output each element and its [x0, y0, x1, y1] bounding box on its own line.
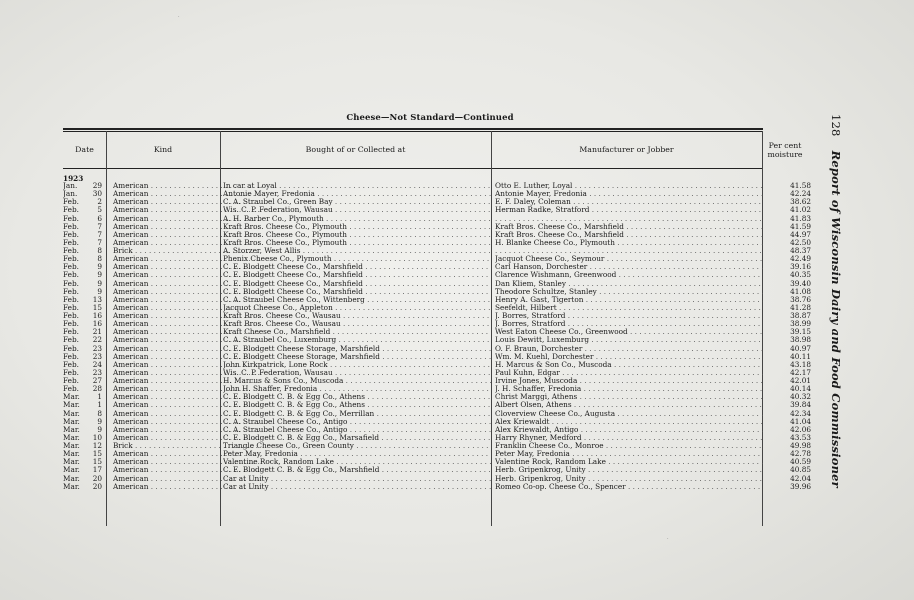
table-row	[63, 247, 811, 255]
table-row	[63, 433, 811, 442]
kind-cell: American . . .	[113, 280, 261, 288]
date-month-cell: Feb.	[63, 214, 79, 223]
table-row	[63, 263, 811, 272]
kind-cell: American . . .	[113, 190, 261, 198]
bought-cell: Kraft Bros. Cheese Co., Wausau . . .	[223, 312, 491, 320]
moisture-cell: 40.11	[790, 352, 811, 361]
date-month-cell: Feb.	[63, 295, 79, 304]
kind-cell: American . . .	[113, 361, 261, 369]
table-row	[63, 287, 811, 296]
manufacturer-cell: H. Marcus & Son Co., Muscoda . . .	[495, 361, 763, 369]
table-row	[63, 279, 811, 288]
bought-cell: Valentine Rock, Random Lake . . .	[223, 458, 491, 466]
bought-cell: C. E. Blodgett C. B. & Egg Co., Marshfield . . .	[223, 466, 491, 474]
bought-cell: C. A. Straubel Cheese Co., Wittenberg . . .	[223, 296, 491, 304]
header-manufacturer: Manufacturer or Jobber	[579, 145, 674, 154]
bought-cell: Peter May, Fredonia . . .	[223, 450, 491, 458]
date-month-cell: Mar.	[63, 466, 80, 475]
bought-cell: Kraft Cheese Co., Marshfield . . .	[223, 328, 491, 336]
date-month-cell: Feb.	[63, 279, 79, 288]
date-day-cell: 23	[92, 352, 102, 361]
date-day-cell: 27	[92, 377, 102, 385]
moisture-cell: 38.76	[790, 295, 811, 304]
date-day-cell: 17	[92, 466, 102, 475]
date-month-cell: Mar.	[63, 409, 80, 418]
table-row	[63, 442, 811, 450]
date-day-cell: 1	[97, 401, 102, 410]
date-day-cell: 20	[92, 482, 102, 491]
date-month-cell: Mar.	[63, 458, 80, 467]
manufacturer-cell: J. Borres, Stratford . . .	[495, 320, 763, 328]
bought-cell: John H. Shaffer, Fredonia . . .	[223, 385, 491, 393]
table-row	[63, 352, 811, 361]
manufacturer-cell: O. F. Braun, Dorchester . . .	[495, 345, 763, 353]
date-month-cell: Mar.	[63, 482, 80, 491]
moisture-cell: 41.58	[790, 182, 811, 190]
date-month-cell: Feb.	[63, 385, 79, 394]
moisture-cell: 39.84	[790, 401, 811, 410]
moisture-cell: 42.34	[790, 409, 811, 418]
header-date: Date	[75, 145, 94, 154]
manufacturer-cell: Albert Olsen, Athens . . .	[495, 401, 763, 409]
kind-cell: American . . .	[113, 353, 261, 361]
kind-cell: Brick . . .	[113, 442, 261, 450]
date-month-cell: Jan.	[63, 190, 78, 199]
moisture-cell: 41.08	[790, 287, 811, 296]
top-rule-thin	[63, 131, 763, 132]
manufacturer-cell: Alex Kriewaldt, Antigo . . .	[495, 426, 763, 434]
manufacturer-cell: E. F. Daley, Coleman . . .	[495, 198, 763, 206]
moisture-cell: 48.37	[790, 247, 811, 255]
kind-cell: American . . .	[113, 288, 261, 296]
moisture-cell: 44.97	[790, 230, 811, 239]
date-month-cell: Feb.	[63, 287, 79, 296]
manufacturer-cell: Theodore Schultze, Stanley . . .	[495, 288, 763, 296]
kind-cell: American . . .	[113, 369, 261, 377]
bought-cell: C. A. Straubel Co., Green Bay . . .	[223, 198, 491, 206]
table-row	[63, 385, 811, 394]
moisture-cell: 43.18	[790, 360, 811, 369]
table-row	[63, 206, 811, 215]
date-day-cell: 2	[97, 198, 102, 207]
date-month-cell: Feb.	[63, 312, 79, 320]
date-day-cell: 15	[92, 458, 102, 467]
date-month-cell: Feb.	[63, 328, 79, 337]
moisture-cell: 38.62	[790, 198, 811, 207]
date-day-cell: 24	[92, 360, 102, 369]
bought-cell: C. E. Blodgett C. B. & Egg Co., Merrillan . . .	[223, 410, 491, 418]
bought-cell: Kraft Bros. Cheese Co., Plymouth . . .	[223, 239, 491, 247]
table-row	[63, 328, 811, 337]
moisture-cell: 42.24	[790, 190, 811, 199]
manufacturer-cell: Peter May, Fredonia . . .	[495, 450, 763, 458]
moisture-cell: 38.87	[790, 312, 811, 320]
moisture-cell: 42.50	[790, 238, 811, 247]
bought-cell: Wis. C. P. Federation, Wausau . . .	[223, 206, 491, 214]
table-row	[63, 198, 811, 207]
kind-cell: American . . .	[113, 255, 261, 263]
manufacturer-cell: Valentine Rock, Random Lake . . .	[495, 458, 763, 466]
moisture-cell: 42.49	[790, 255, 811, 264]
moisture-cell: 42.04	[790, 474, 811, 483]
date-day-cell: 9	[97, 425, 102, 434]
manufacturer-cell: Otto E. Luther, Loyal . . .	[495, 182, 763, 190]
kind-cell: American . . .	[113, 434, 261, 442]
moisture-cell: 41.28	[790, 303, 811, 312]
bought-cell: Antonie Mayer, Fredonia . . .	[223, 190, 491, 198]
manufacturer-cell: Cloverview Cheese Co., Augusta . . .	[495, 410, 763, 418]
date-month-cell: Feb.	[63, 303, 79, 312]
table-row	[63, 360, 811, 369]
moisture-cell: 39.40	[790, 279, 811, 288]
date-day-cell: 5	[97, 206, 102, 215]
running-head	[829, 114, 843, 488]
date-month-cell: Feb.	[63, 320, 79, 329]
kind-cell: Brick . . .	[113, 247, 261, 255]
date-month-cell: Mar.	[63, 401, 80, 410]
kind-cell: American . . .	[113, 206, 261, 214]
date-day-cell: 22	[92, 336, 102, 345]
kind-cell: American . . .	[113, 393, 261, 401]
kind-cell: American . . .	[113, 475, 261, 483]
date-day-cell: 23	[92, 368, 102, 377]
manufacturer-cell: J. H. Schaffer, Fredonia . . .	[495, 385, 763, 393]
date-month-cell: Jan.	[63, 182, 78, 190]
table-row	[63, 393, 811, 402]
moisture-cell: 40.35	[790, 271, 811, 280]
header-kind: Kind	[153, 145, 173, 154]
bought-cell: Triangle Cheese Co., Green County . . .	[223, 442, 491, 450]
kind-cell: American . . .	[113, 239, 261, 247]
page-number: 128	[829, 114, 843, 137]
table-row	[63, 377, 811, 385]
moisture-cell: 40.14	[790, 385, 811, 394]
date-month-cell: Mar.	[63, 393, 80, 402]
date-day-cell: 7	[97, 238, 102, 247]
date-month-cell: Feb.	[63, 271, 79, 280]
bought-cell: Kraft Bros. Cheese Co., Plymouth . . .	[223, 223, 491, 231]
header-bottom-rule	[63, 168, 763, 169]
kind-cell: American . . .	[113, 410, 261, 418]
table-row	[63, 458, 811, 467]
date-day-cell: 30	[92, 190, 102, 199]
moisture-cell: 41.02	[790, 206, 811, 215]
table-row	[63, 336, 811, 345]
moisture-cell: 40.59	[790, 458, 811, 467]
kind-cell: American . . .	[113, 385, 261, 393]
date-day-cell: 8	[97, 255, 102, 264]
date-month-cell: Feb.	[63, 222, 79, 231]
table-row	[63, 320, 811, 329]
kind-cell: American . . .	[113, 401, 261, 409]
bought-cell: Jacquot Cheese Co., Appleton . . .	[223, 304, 491, 312]
date-month-cell: Mar.	[63, 442, 80, 450]
table-row	[63, 401, 811, 410]
date-day-cell: 29	[92, 182, 102, 190]
manufacturer-cell: H. Blanke Cheese Co., Plymouth . . .	[495, 239, 763, 247]
bought-cell: C. E. Blodgett Cheese Co., Marshfield . . .	[223, 271, 491, 279]
table-row	[63, 312, 811, 320]
date-day-cell: 10	[92, 433, 102, 442]
manufacturer-cell: Clarence Wishmann, Greenwood . . .	[495, 271, 763, 279]
scan-speck: ·	[667, 536, 669, 542]
kind-cell: American . . .	[113, 426, 261, 434]
table-row	[63, 295, 811, 304]
table-row	[63, 474, 811, 483]
table-row	[63, 238, 811, 247]
date-month-cell: Feb.	[63, 198, 79, 207]
table-body	[63, 182, 811, 491]
manufacturer-cell: Jacquot Cheese Co., Seymour . . .	[495, 255, 763, 263]
manufacturer-cell: Harry Rhyner, Medford . . .	[495, 434, 763, 442]
date-day-cell: 9	[97, 271, 102, 280]
bought-cell: A. Storzer, West Allis . . .	[223, 247, 491, 255]
bought-cell: A. H. Barber Co., Plymouth . . .	[223, 215, 491, 223]
table-row	[63, 182, 811, 190]
date-month-cell: Mar.	[63, 474, 80, 483]
kind-cell: American . . .	[113, 198, 261, 206]
date-day-cell: 6	[97, 214, 102, 223]
table-row	[63, 425, 811, 434]
date-day-cell: 16	[92, 312, 102, 320]
table-row	[63, 190, 811, 199]
bought-cell: C. E. Blodgett C. B. & Egg Co., Marsafield . . .	[223, 434, 491, 442]
date-month-cell: Feb.	[63, 230, 79, 239]
table-row	[63, 417, 811, 426]
manufacturer-cell: Franklin Cheese Co., Monroe . . .	[495, 442, 763, 450]
date-day-cell: 15	[92, 450, 102, 459]
manufacturer-cell: Kraft Bros. Cheese Co., Marshfield . . .	[495, 231, 763, 239]
bought-cell: Car at Unity . . .	[223, 475, 491, 483]
kind-cell: American . . .	[113, 263, 261, 271]
date-month-cell: Feb.	[63, 255, 79, 264]
manufacturer-cell	[495, 215, 763, 223]
table-title: Cheese—Not Standard—Continued	[346, 113, 514, 123]
table-row	[63, 344, 811, 353]
manufacturer-cell: J. Borres, Stratford . . .	[495, 312, 763, 320]
table-row	[63, 450, 811, 459]
moisture-cell: 49.98	[790, 442, 811, 450]
date-month-cell: Feb.	[63, 368, 79, 377]
table-row	[63, 271, 811, 280]
date-month-cell: Feb.	[63, 247, 79, 255]
table-row	[63, 466, 811, 475]
date-month-cell: Feb.	[63, 360, 79, 369]
date-month-cell: Feb.	[63, 206, 79, 215]
kind-cell: American . . .	[113, 304, 261, 312]
kind-cell: American . . .	[113, 418, 261, 426]
header-bought: Bought of or Collected at	[305, 145, 406, 154]
date-day-cell: 20	[92, 474, 102, 483]
date-month-cell: Feb.	[63, 377, 79, 385]
manufacturer-cell: Carl Hanson, Dorchester . . .	[495, 263, 763, 271]
kind-cell: American . . .	[113, 483, 261, 491]
date-month-cell: Mar.	[63, 450, 80, 459]
date-day-cell: 8	[97, 247, 102, 255]
kind-cell: American . . .	[113, 182, 261, 190]
date-day-cell: 9	[97, 417, 102, 426]
moisture-cell: 40.32	[790, 393, 811, 402]
manufacturer-cell: Herb. Gripenkrog, Unity . . .	[495, 475, 763, 483]
table-row	[63, 214, 811, 223]
moisture-cell: 42.78	[790, 450, 811, 459]
manufacturer-cell: Paul Kuhn, Edgar . . .	[495, 369, 763, 377]
date-day-cell: 8	[97, 409, 102, 418]
kind-cell: American . . .	[113, 458, 261, 466]
manufacturer-cell: Romeo Co-op. Cheese Co., Spencer . . .	[495, 483, 763, 491]
manufacturer-cell: Louis Dewitt, Luxemburg . . .	[495, 336, 763, 344]
bought-cell: C. E. Blodgett Cheese Storage, Marshfield . . .	[223, 345, 491, 353]
moisture-cell: 41.83	[790, 214, 811, 223]
bought-cell: John Kirkpatrick, Lone Rock . . .	[223, 361, 491, 369]
table-row	[63, 255, 811, 264]
bought-cell: C. A. Straubel Cheese Co., Antigo . . .	[223, 418, 491, 426]
manufacturer-cell: Christ Marggi, Athens . . .	[495, 393, 763, 401]
bought-cell: C. E. Blodgett C. B. & Egg Co., Athens . . .	[223, 393, 491, 401]
date-day-cell: 16	[92, 320, 102, 329]
date-month-cell: Feb.	[63, 344, 79, 353]
moisture-cell: 39.16	[790, 263, 811, 272]
date-day-cell: 1	[97, 393, 102, 402]
header-moisture: Per cent moisture	[767, 141, 803, 159]
table-row	[63, 409, 811, 418]
kind-cell: American . . .	[113, 320, 261, 328]
date-day-cell: 28	[92, 385, 102, 394]
table-row	[63, 368, 811, 377]
kind-cell: American . . .	[113, 466, 261, 474]
date-day-cell: 21	[92, 328, 102, 337]
manufacturer-cell: Alex Kriewaldt . . .	[495, 418, 763, 426]
manufacturer-cell: Wm. M. Kuehl, Dorchester . . .	[495, 353, 763, 361]
moisture-cell: 41.04	[790, 417, 811, 426]
manufacturer-cell: Herman Radke, Stratford . . .	[495, 206, 763, 214]
running-head-title: Report of Wisconsin Dairy and Food Commissioner	[829, 150, 843, 488]
kind-cell: American . . .	[113, 231, 261, 239]
scan-speck: ·	[178, 14, 180, 20]
manufacturer-cell: West Eaton Cheese Co., Greenwood . . .	[495, 328, 763, 336]
moisture-cell: 39.15	[790, 328, 811, 337]
moisture-cell: 42.17	[790, 368, 811, 377]
date-day-cell: 15	[92, 303, 102, 312]
kind-cell: American . . .	[113, 312, 261, 320]
date-month-cell: Mar.	[63, 425, 80, 434]
year-label: 1923	[63, 174, 84, 183]
moisture-cell: 42.06	[790, 425, 811, 434]
moisture-cell: 38.98	[790, 336, 811, 345]
date-month-cell: Mar.	[63, 417, 80, 426]
bought-cell: In car at Loyal . . .	[223, 182, 491, 190]
bought-cell: Kraft Bros. Cheese Co., Plymouth . . .	[223, 231, 491, 239]
bought-cell: Car at Unity . . .	[223, 483, 491, 491]
kind-cell: American . . .	[113, 296, 261, 304]
top-rule-thick	[63, 128, 763, 130]
manufacturer-cell: Seefeldt, Hilbert . . .	[495, 304, 763, 312]
bought-cell: C. A. Straubel Cheese Co., Antigo . . .	[223, 426, 491, 434]
bought-cell: Wis. C. P. Federation, Wausau . . .	[223, 369, 491, 377]
date-month-cell: Feb.	[63, 336, 79, 345]
date-day-cell: 9	[97, 263, 102, 272]
manufacturer-cell: Kraft Bros. Cheese Co., Marshfield . . .	[495, 223, 763, 231]
manufacturer-cell: Dan Kliem, Stanley . . .	[495, 280, 763, 288]
manufacturer-cell	[495, 247, 763, 255]
bought-cell: Kraft Bros. Cheese Co., Wausau . . .	[223, 320, 491, 328]
date-day-cell: 13	[92, 295, 102, 304]
kind-cell: American . . .	[113, 215, 261, 223]
bought-cell: Phenix Cheese Co., Plymouth . . .	[223, 255, 491, 263]
date-month-cell: Feb.	[63, 263, 79, 272]
moisture-cell: 42.01	[790, 377, 811, 385]
moisture-cell: 39.96	[790, 482, 811, 491]
moisture-cell: 40.85	[790, 466, 811, 475]
date-day-cell: 9	[97, 287, 102, 296]
date-day-cell: 9	[97, 279, 102, 288]
moisture-cell: 43.53	[790, 433, 811, 442]
table-row	[63, 303, 811, 312]
manufacturer-cell: Irvine Jones, Muscoda . . .	[495, 377, 763, 385]
table-row	[63, 222, 811, 231]
date-day-cell: 7	[97, 222, 102, 231]
bought-cell: C. E. Blodgett Cheese Co., Marshfield . . .	[223, 288, 491, 296]
date-day-cell: 7	[97, 230, 102, 239]
moisture-cell: 41.59	[790, 222, 811, 231]
manufacturer-cell: Antonie Mayer, Fredonia . . .	[495, 190, 763, 198]
kind-cell: American . . .	[113, 271, 261, 279]
bought-cell: C. E. Blodgett Cheese Co., Marshfield . . .	[223, 263, 491, 271]
table-row	[63, 482, 811, 491]
date-day-cell: 23	[92, 344, 102, 353]
table-row	[63, 230, 811, 239]
bought-cell: C. A. Straubel Co., Luxemburg . . .	[223, 336, 491, 344]
manufacturer-cell: Henry A. Gast, Tigerton . . .	[495, 296, 763, 304]
bought-cell: C. E. Blodgett Cheese Co., Marshfield . . .	[223, 280, 491, 288]
kind-cell: American . . .	[113, 328, 261, 336]
date-month-cell: Feb.	[63, 352, 79, 361]
kind-cell: American . . .	[113, 377, 261, 385]
kind-cell: American . . .	[113, 336, 261, 344]
kind-cell: American . . .	[113, 345, 261, 353]
moisture-cell: 38.99	[790, 320, 811, 329]
date-month-cell: Feb.	[63, 238, 79, 247]
moisture-cell: 40.97	[790, 344, 811, 353]
manufacturer-cell: Herb. Gripenkrog, Unity . . .	[495, 466, 763, 474]
date-month-cell: Mar.	[63, 433, 80, 442]
kind-cell: American . . .	[113, 223, 261, 231]
bought-cell: C. E. Blodgett Cheese Storage, Marshfield . . .	[223, 353, 491, 361]
bought-cell: H. Marcus & Sons Co., Muscoda . . .	[223, 377, 491, 385]
kind-cell: American . . .	[113, 450, 261, 458]
bought-cell: C. E. Blodgett C. B. & Egg Co., Athens . . .	[223, 401, 491, 409]
date-day-cell: 12	[92, 442, 102, 450]
